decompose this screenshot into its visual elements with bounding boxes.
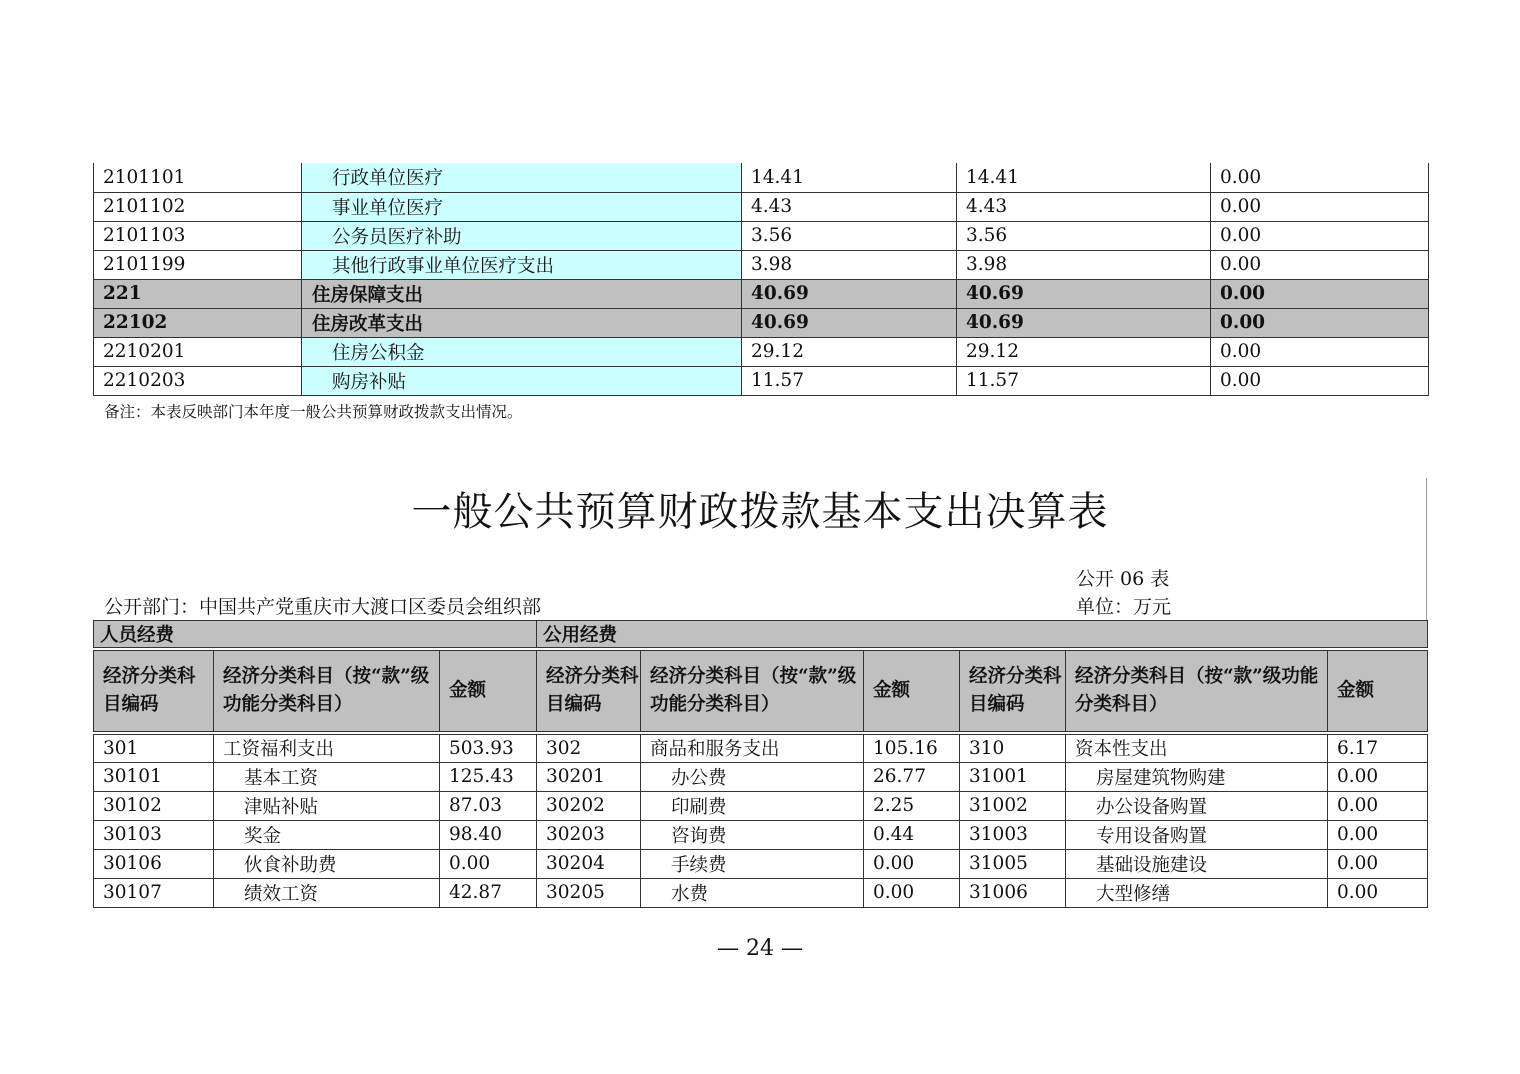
column-header-row xyxy=(94,649,1428,733)
row-code: 221 xyxy=(94,279,302,308)
row-code: 2210203 xyxy=(94,366,302,395)
row-total: 11.57 xyxy=(742,366,957,395)
row-total: 4.43 xyxy=(742,192,957,221)
cell-name: 大型修缮 xyxy=(1066,878,1328,907)
table-row xyxy=(94,733,1428,762)
cell-name: 伙食补助费 xyxy=(214,849,440,878)
col-header-name: 经济分类科目（按“款”级功能分类科目） xyxy=(1066,649,1328,733)
row-project: 0.00 xyxy=(1211,308,1429,337)
cell-name: 绩效工资 xyxy=(214,878,440,907)
row-code: 22102 xyxy=(94,308,302,337)
row-basic: 29.12 xyxy=(957,337,1211,366)
cell-amount: 0.44 xyxy=(864,820,960,849)
row-name: 住房保障支出 xyxy=(302,279,742,308)
cell-amount: 0.00 xyxy=(1328,791,1428,820)
col-header-name: 经济分类科目（按“款”级功能分类科目） xyxy=(641,649,864,733)
table-row xyxy=(94,762,1428,791)
cell-code: 30106 xyxy=(94,849,214,878)
cell-code: 30101 xyxy=(94,762,214,791)
cell-code: 31002 xyxy=(960,791,1066,820)
row-name: 其他行政事业单位医疗支出 xyxy=(302,250,742,279)
cell-name: 资本性支出 xyxy=(1066,733,1328,762)
cell-code: 30107 xyxy=(94,878,214,907)
page-title: 一般公共预算财政拨款基本支出决算表 xyxy=(411,489,1109,535)
basic-expenditure-table xyxy=(93,620,1428,908)
row-project: 0.00 xyxy=(1211,279,1429,308)
col-header-code: 经济分类科目编码 xyxy=(537,649,641,733)
cell-amount: 6.17 xyxy=(1328,733,1428,762)
row-code: 2101102 xyxy=(94,192,302,221)
group-public: 公用经费 xyxy=(537,621,1428,650)
cell-name: 印刷费 xyxy=(641,791,864,820)
col-header-code: 经济分类科目编码 xyxy=(94,649,214,733)
department-label: 公开部门：中国共产党重庆市大渡口区委员会组织部 xyxy=(104,596,542,618)
row-project: 0.00 xyxy=(1211,337,1429,366)
cell-code: 31006 xyxy=(960,878,1066,907)
cell-amount: 26.77 xyxy=(864,762,960,791)
row-name: 事业单位医疗 xyxy=(302,192,742,221)
row-basic: 4.43 xyxy=(957,192,1211,221)
cell-amount: 0.00 xyxy=(864,849,960,878)
cell-name: 基础设施建设 xyxy=(1066,849,1328,878)
table-row xyxy=(94,337,1429,366)
expenditure-table-continued xyxy=(93,163,1429,396)
cell-amount: 42.87 xyxy=(440,878,537,907)
cell-name: 手续费 xyxy=(641,849,864,878)
page-number: — 24 — xyxy=(717,936,803,961)
row-name: 购房补贴 xyxy=(302,366,742,395)
group-personnel: 人员经费 xyxy=(94,621,537,650)
cell-name: 奖金 xyxy=(214,820,440,849)
cell-amount: 0.00 xyxy=(1328,820,1428,849)
cell-amount: 105.16 xyxy=(864,733,960,762)
table-row xyxy=(94,192,1429,221)
row-basic: 14.41 xyxy=(957,163,1211,192)
col-header-code: 经济分类科目编码 xyxy=(960,649,1066,733)
row-project: 0.00 xyxy=(1211,221,1429,250)
row-total: 3.98 xyxy=(742,250,957,279)
form-number: 公开 06 表 xyxy=(1076,568,1170,590)
cell-code: 30201 xyxy=(537,762,641,791)
row-total: 3.56 xyxy=(742,221,957,250)
row-name: 行政单位医疗 xyxy=(302,163,742,192)
cell-code: 31003 xyxy=(960,820,1066,849)
row-basic: 3.98 xyxy=(957,250,1211,279)
cell-code: 310 xyxy=(960,733,1066,762)
row-name: 住房公积金 xyxy=(302,337,742,366)
row-project: 0.00 xyxy=(1211,250,1429,279)
cell-code: 30103 xyxy=(94,820,214,849)
table-row xyxy=(94,878,1428,907)
cell-code: 30102 xyxy=(94,791,214,820)
cell-amount: 2.25 xyxy=(864,791,960,820)
cell-amount: 125.43 xyxy=(440,762,537,791)
cell-name: 专用设备购置 xyxy=(1066,820,1328,849)
row-code: 2101103 xyxy=(94,221,302,250)
row-total: 14.41 xyxy=(742,163,957,192)
table-row xyxy=(94,849,1428,878)
cell-name: 基本工资 xyxy=(214,762,440,791)
cell-code: 302 xyxy=(537,733,641,762)
cell-name: 办公费 xyxy=(641,762,864,791)
row-basic: 3.56 xyxy=(957,221,1211,250)
col-header-amount: 金额 xyxy=(440,649,537,733)
cell-code: 30202 xyxy=(537,791,641,820)
cell-name: 房屋建筑物购建 xyxy=(1066,762,1328,791)
cell-name: 津贴补贴 xyxy=(214,791,440,820)
cell-amount: 0.00 xyxy=(1328,762,1428,791)
table-row-subtotal xyxy=(94,308,1429,337)
table-row xyxy=(94,221,1429,250)
cell-amount: 87.03 xyxy=(440,791,537,820)
row-code: 2210201 xyxy=(94,337,302,366)
table-row xyxy=(94,820,1428,849)
row-code: 2101101 xyxy=(94,163,302,192)
cell-amount: 0.00 xyxy=(1328,878,1428,907)
row-code: 2101199 xyxy=(94,250,302,279)
cell-amount: 0.00 xyxy=(440,849,537,878)
row-total: 40.69 xyxy=(742,279,957,308)
cell-name: 水费 xyxy=(641,878,864,907)
row-name: 公务员医疗补助 xyxy=(302,221,742,250)
row-project: 0.00 xyxy=(1211,163,1429,192)
cell-name: 商品和服务支出 xyxy=(641,733,864,762)
table-note: 备注：本表反映部门本年度一般公共预算财政拨款支出情况。 xyxy=(104,403,523,421)
table-row-subtotal xyxy=(94,279,1429,308)
row-total: 40.69 xyxy=(742,308,957,337)
row-project: 0.00 xyxy=(1211,366,1429,395)
table-row xyxy=(94,366,1429,395)
col-header-amount: 金额 xyxy=(864,649,960,733)
cell-code: 31001 xyxy=(960,762,1066,791)
table-row xyxy=(94,250,1429,279)
cell-amount: 0.00 xyxy=(1328,849,1428,878)
row-basic: 11.57 xyxy=(957,366,1211,395)
cell-code: 31005 xyxy=(960,849,1066,878)
row-name: 住房改革支出 xyxy=(302,308,742,337)
cell-code: 301 xyxy=(94,733,214,762)
row-basic: 40.69 xyxy=(957,279,1211,308)
row-project: 0.00 xyxy=(1211,192,1429,221)
col-header-amount: 金额 xyxy=(1328,649,1428,733)
cell-amount: 0.00 xyxy=(864,878,960,907)
table-row xyxy=(94,163,1429,192)
cell-name: 咨询费 xyxy=(641,820,864,849)
cell-code: 30205 xyxy=(537,878,641,907)
row-total: 29.12 xyxy=(742,337,957,366)
divider xyxy=(1426,478,1427,620)
table-row xyxy=(94,791,1428,820)
cell-name: 工资福利支出 xyxy=(214,733,440,762)
cell-code: 30204 xyxy=(537,849,641,878)
row-basic: 40.69 xyxy=(957,308,1211,337)
cell-code: 30203 xyxy=(537,820,641,849)
unit-label: 单位：万元 xyxy=(1076,596,1172,618)
cell-amount: 98.40 xyxy=(440,820,537,849)
col-header-name: 经济分类科目（按“款”级功能分类科目） xyxy=(214,649,440,733)
cell-amount: 503.93 xyxy=(440,733,537,762)
group-header-row xyxy=(94,621,1428,650)
cell-name: 办公设备购置 xyxy=(1066,791,1328,820)
